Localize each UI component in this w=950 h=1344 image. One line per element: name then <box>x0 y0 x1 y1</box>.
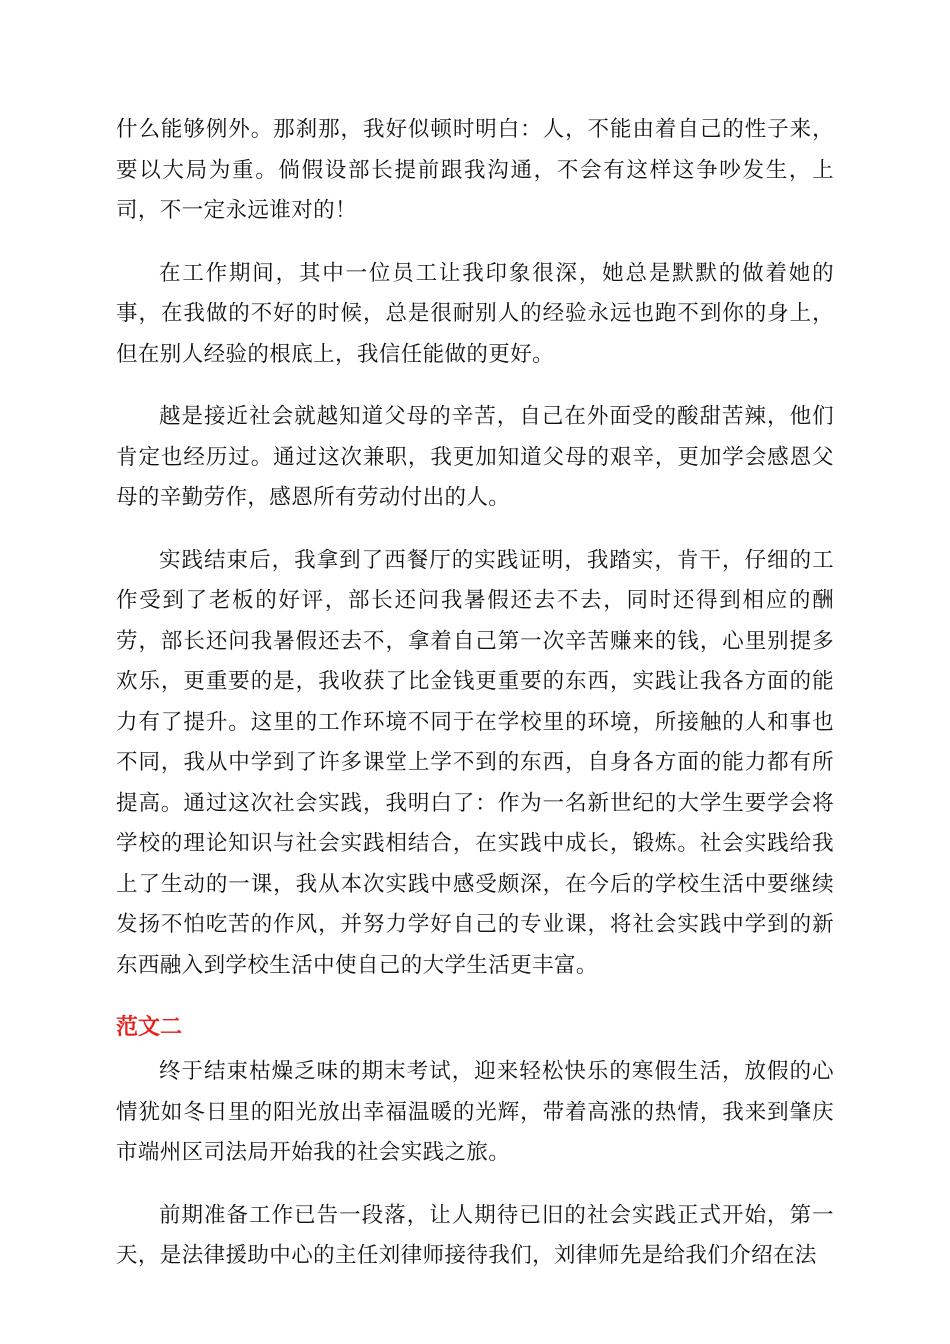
paragraph: 越是接近社会就越知道父母的辛苦，自己在外面受的酸甜苦辣，他们肯定也经历过。通过这次兼职，我更加知道父母的艰辛，更加学会感恩父母的辛勤劳作，感恩所有劳动付出的人。 <box>116 404 834 510</box>
paragraph: 前期准备工作已告一段落，让人期待已旧的社会实践正式开始，第一天，是法律援助中心的主任刘律师接待我们，刘律师先是给我们介绍在法 <box>116 1202 834 1268</box>
paragraph-continuation: 什么能够例外。那刹那，我好似顿时明白：人，不能由着自己的性子来，要以大局为重。倘假设部长提前跟我沟通，不会有这样这争吵发生，上司，不一定永远谁对的！ <box>116 117 834 223</box>
document-body <box>116 110 834 1299</box>
paragraph: 在工作期间，其中一位员工让我印象很深，她总是默默的做着她的事，在我做的不好的时候，总是很耐别人的经验永远也跑不到你的身上，但在别人经验的根底上，我信任能做的更好。 <box>116 260 834 367</box>
paragraph: 实践结束后，我拿到了西餐厅的实践证明，我踏实，肯干，仔细的工作受到了老板的好评，部长还问我暑假还去不去，同时还得到相应的酬劳，部长还问我暑假还去不，拿着自己第一次辛苦赚来的钱，心里别提多欢乐，更重要的是，我收获了比金钱更重要的东西，实践让我各方面的能力有了提升。这里的工作环境不同于在学校里的环境，所接触的人和事也不同，我从中学到了许多课堂上学不到的东西，自身各方面的能力都有所提高。通过这次社会实践，我明白了：作为一名新世纪的大学生要学会将学校的理论知识与社会实践相结合，在实践中成长，锻炼。社会实践给我上了生动的一课，我从本次实践中感受颇深，在今后的学校生活中要继续发扬不怕吃苦的作风，并努力学好自己的专业课，将社会实践中学到的新东西融入到学校生活中使自己的大学生活更丰富。 <box>116 547 834 978</box>
section-heading: 范文二 <box>116 1015 183 1040</box>
paragraph: 终于结束枯燥乏味的期末考试，迎来轻松快乐的寒假生活，放假的心情犹如冬日里的阳光放出幸福温暖的光辉，带着高涨的热情，我来到肇庆市端州区司法局开始我的社会实践之旅。 <box>116 1059 834 1165</box>
